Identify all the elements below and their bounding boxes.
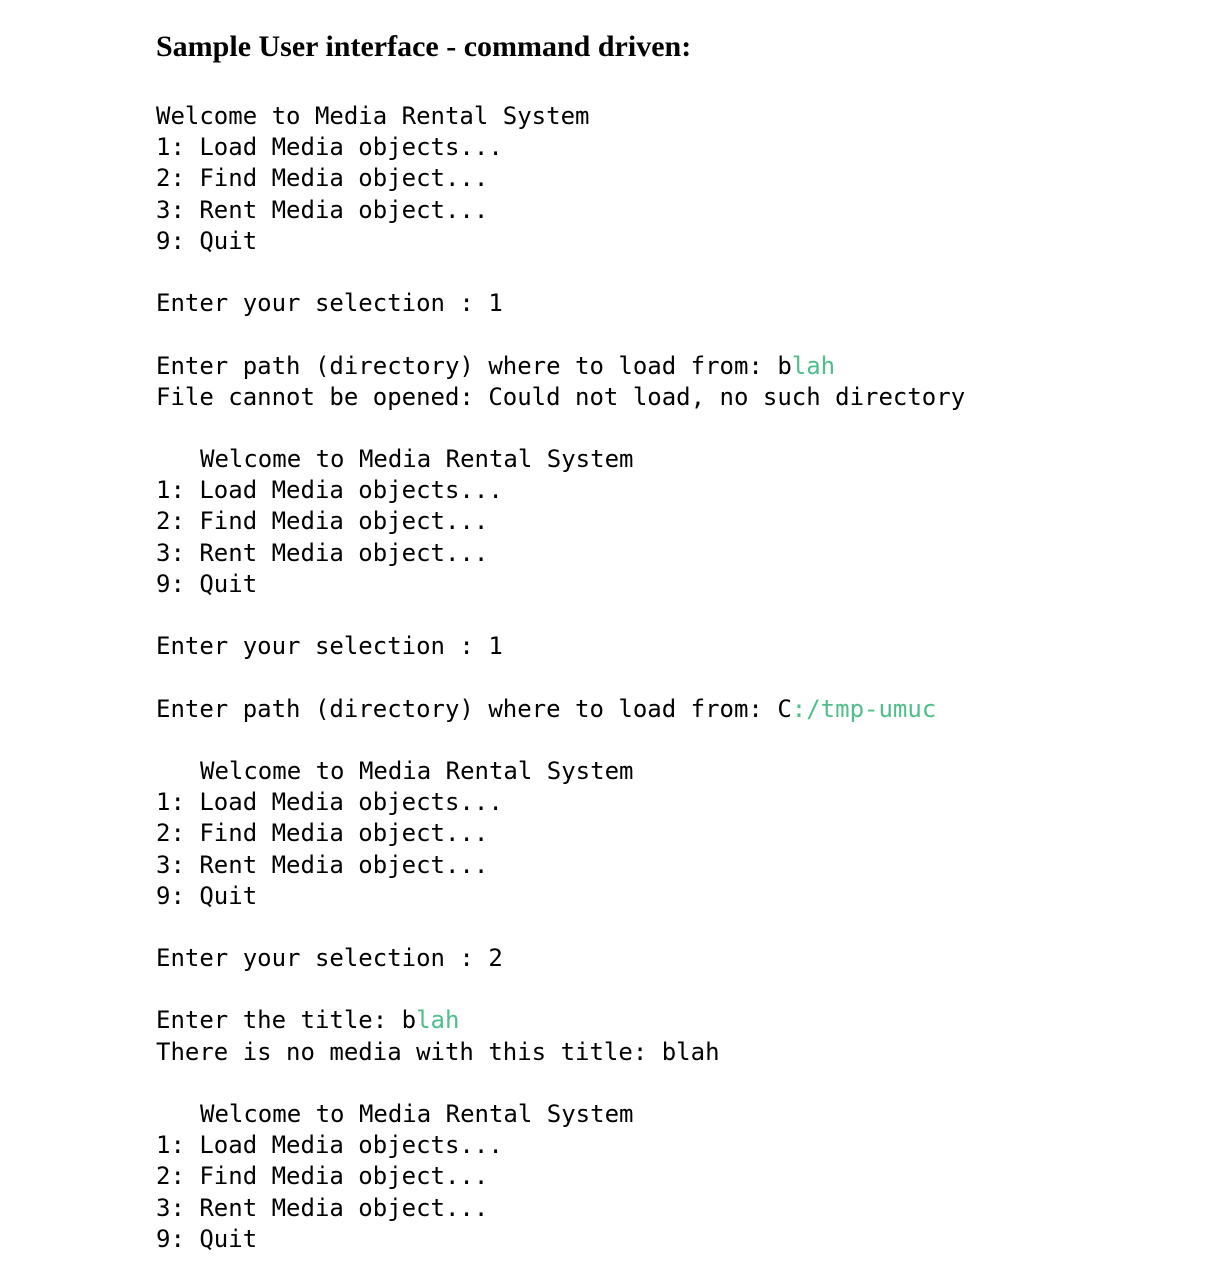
typed-input-rest: lah xyxy=(791,351,836,380)
selection-line: Enter your selection : 2 xyxy=(156,944,503,973)
blank-line xyxy=(156,600,1196,631)
menu-title: Welcome to Media Rental System xyxy=(200,445,634,474)
blank-line xyxy=(156,662,1196,693)
selection-line: Enter your selection : 1 xyxy=(156,632,503,661)
typed-input-first: C xyxy=(777,694,792,723)
menu-item-rent: 3: Rent Media object... xyxy=(156,850,489,879)
menu-item-load: 1: Load Media objects... xyxy=(156,133,503,162)
menu-item-load: 1: Load Media objects... xyxy=(156,788,503,817)
menu-title: Welcome to Media Rental System xyxy=(156,102,590,130)
menu-item-find: 2: Find Media object... xyxy=(156,164,489,193)
menu-title: Welcome to Media Rental System xyxy=(200,1100,634,1128)
console-transcript xyxy=(156,101,1196,1255)
blank-line xyxy=(156,319,1196,350)
prompt-line xyxy=(156,1005,1196,1036)
response-line: There is no media with this title: blah xyxy=(156,1037,720,1066)
menu-title: Welcome to Media Rental System xyxy=(200,756,634,785)
menu-item-rent: 3: Rent Media object... xyxy=(156,538,489,567)
menu-item-find: 2: Find Media object... xyxy=(156,1162,489,1191)
prompt-label: Enter path (directory) where to load from: xyxy=(156,694,778,723)
prompt-line xyxy=(156,351,1196,382)
blank-line xyxy=(156,257,1196,288)
menu-item-load: 1: Load Media objects... xyxy=(156,1131,503,1160)
selection-line: Enter your selection : 1 xyxy=(156,289,503,318)
prompt-label: Enter path (directory) where to load from: xyxy=(156,351,778,380)
typed-input-rest: lah xyxy=(416,1006,460,1035)
blank-line xyxy=(156,974,1196,1005)
prompt-label: Enter the title: xyxy=(156,1006,402,1035)
menu-item-find: 2: Find Media object... xyxy=(156,819,489,848)
menu-item-rent: 3: Rent Media object... xyxy=(156,195,489,224)
response-line: File cannot be opened: Could not load, no such directory xyxy=(156,382,966,411)
blank-line xyxy=(156,912,1196,943)
blank-line xyxy=(156,725,1196,756)
page-heading: Sample User interface - command driven: xyxy=(156,30,692,63)
menu-item-quit: 9: Quit xyxy=(156,226,258,255)
menu-item-rent: 3: Rent Media object... xyxy=(156,1193,489,1222)
blank-line xyxy=(156,413,1196,444)
blank-line xyxy=(156,1068,1196,1099)
menu-item-quit: 9: Quit xyxy=(156,881,258,910)
typed-input-first: b xyxy=(777,351,792,380)
menu-item-quit: 9: Quit xyxy=(156,1224,258,1253)
prompt-line xyxy=(156,694,1196,725)
menu-item-load: 1: Load Media objects... xyxy=(156,476,503,505)
document-page xyxy=(156,28,1196,1255)
typed-input-rest: :/tmp-umuc xyxy=(791,694,937,723)
menu-item-quit: 9: Quit xyxy=(156,569,258,598)
menu-item-find: 2: Find Media object... xyxy=(156,507,489,536)
typed-input-first: b xyxy=(401,1006,417,1035)
